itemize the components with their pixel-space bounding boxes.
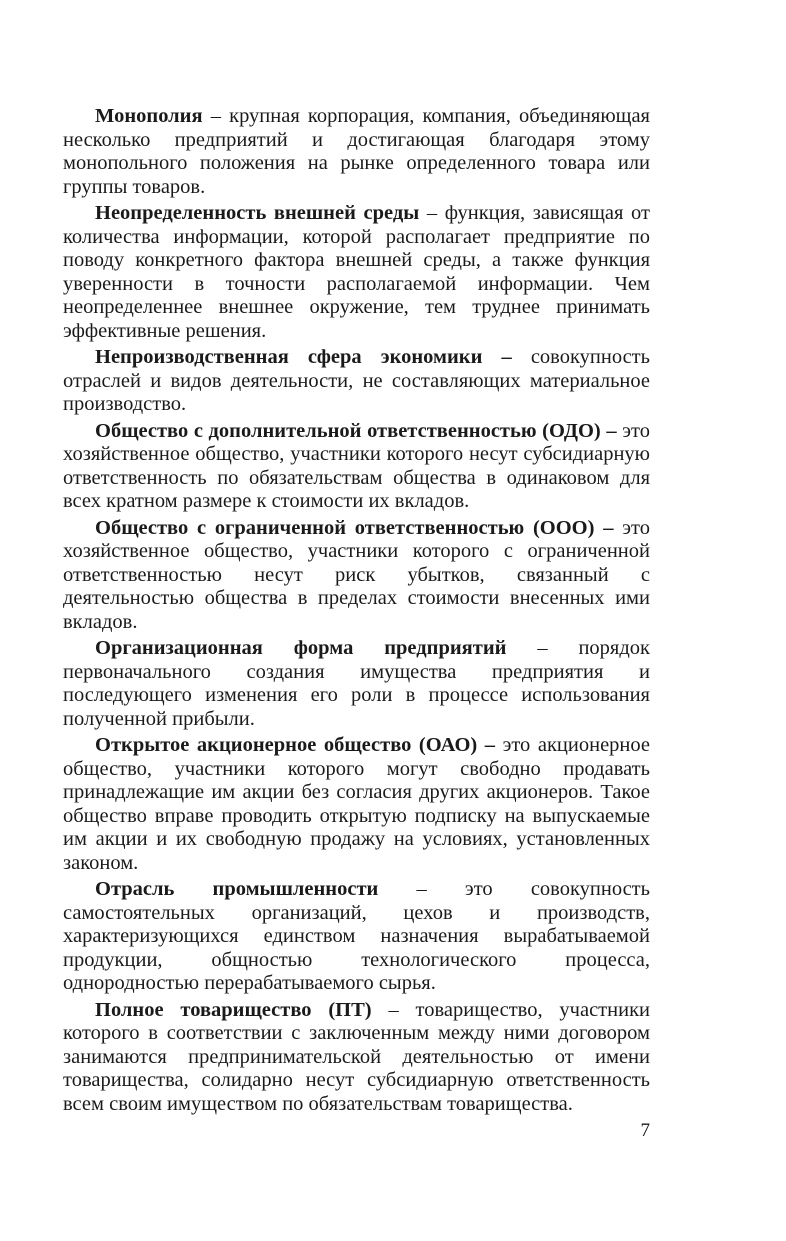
glossary-term: Отрасль промышленности <box>95 878 379 900</box>
glossary-entry-industry-branch <box>63 878 650 996</box>
glossary-term: Полное товарищество (ПТ) <box>95 998 372 1021</box>
glossary-entry-environment-uncertainty <box>63 202 650 343</box>
glossary-entry-odo <box>63 420 650 514</box>
glossary-definition: – порядок первоначального создания имущества предприятия и последующего изменения его роли в процессе использования полученной прибыли. <box>63 637 650 730</box>
glossary-definition: это акционерное общество, участники которого могут свободно продавать принадлежащие им акции без согласия других акционеров. Такое общество вправе проводить открытую подписку на выпускаемые им акции и их свободную продажу на условиях, установленных законом. <box>63 734 650 874</box>
glossary-definition: совокупность отраслей и видов деятельности, не составляющих материальное производство. <box>63 346 650 415</box>
page-number: 7 <box>640 1120 650 1141</box>
glossary-definition: это хозяйственное общество, участники которого с ограниченной ответственностью несут риск убытков, связанный с деятельностью общества в пределах стоимости внесенных ими вкладов. <box>63 516 650 633</box>
glossary-term: Неопределенность внешней среды <box>95 202 420 224</box>
glossary-entry-ooo <box>63 517 650 635</box>
glossary-entry-monopoly <box>63 105 650 199</box>
glossary-page <box>63 105 650 1116</box>
glossary-term: Организационная форма предприятий <box>95 637 507 659</box>
glossary-definition: – товарищество, участники которого в соответствии с заключенным между ними договором занимаются предпринимательской деятельностью от имени товарищества, солидарно несут субсидиарную ответственность всем своим имуществом по обязательствам товарищества. <box>63 998 651 1115</box>
glossary-definition: это хозяйственное общество, участники которого несут субсидиарную ответственность по обязательствам общества в одинаковом для всех кратном размере к стоимости их вкладов. <box>63 419 650 512</box>
glossary-term: Непроизводственная сфера экономики – <box>95 346 512 368</box>
glossary-entry-organizational-form <box>63 637 650 731</box>
glossary-entry-oao <box>63 734 650 875</box>
glossary-term: Общество с ограниченной ответственностью (ООО) – <box>95 516 614 539</box>
glossary-definition: – функция, зависящая от количества информации, которой располагает предприятие по поводу конкретного фактора внешней среды, а также функция уверенности в точности располагаемой информации. Чем неопределеннее внешнее окружение, тем труднее принимать эффективные решения. <box>63 202 650 342</box>
glossary-definition: – крупная корпорация, компания, объединяющая несколько предприятий и достигающая благодаря этому монопольного положения на рынке определенного товара или группы товаров. <box>63 105 650 198</box>
glossary-term: Монополия <box>95 105 203 127</box>
glossary-definition: – это совокупность самостоятельных организаций, цехов и производств, характеризующихся единством назначения вырабатываемой продукции, общностью технологического процесса, однородностью перерабатываемого сырья. <box>63 878 650 994</box>
glossary-term: Открытое акционерное общество (ОАО) – <box>95 734 496 756</box>
glossary-entry-non-production-sphere <box>63 346 650 417</box>
glossary-term: Общество с дополнительной ответственностью (ОДО) – <box>95 419 617 442</box>
glossary-entry-full-partnership <box>63 999 650 1117</box>
